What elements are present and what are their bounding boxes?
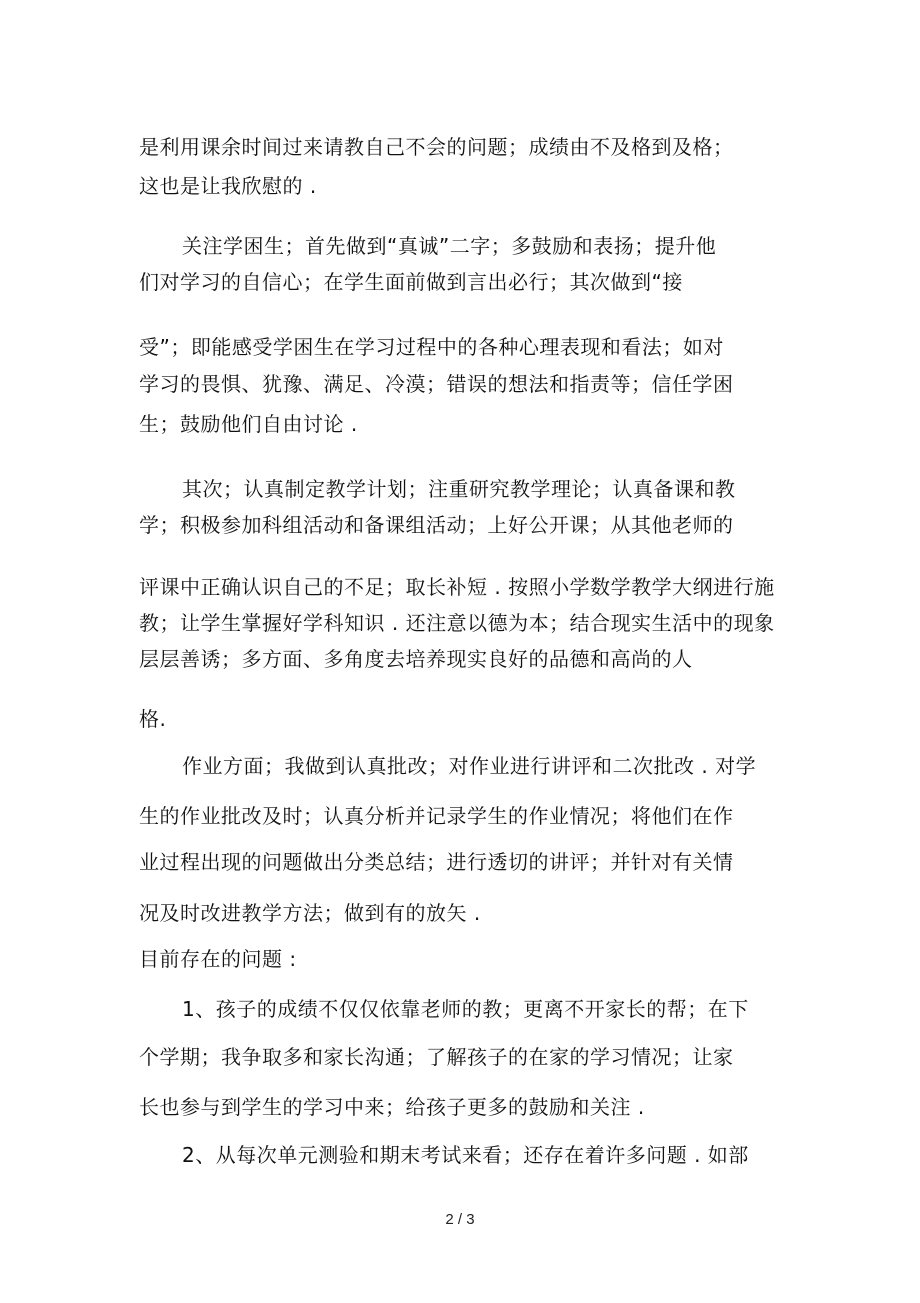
text-line: 教；让学生掌握好学科知识 . 还注意以德为本；结合现实生活中的现象 xyxy=(139,611,775,635)
text-line: 个学期；我争取多和家长沟通；了解孩子的在家的学习情况；让家 xyxy=(139,1045,734,1069)
text-line: 生的作业批改及时；认真分析并记录学生的作业情况；将他们在作 xyxy=(139,804,734,828)
text-line: 学习的畏惧、犹豫、满足、冷漠；错误的想法和指责等；信任学困 xyxy=(139,372,734,396)
text-line: 受”；即能感受学困生在学习过程中的各种心理表现和看法；如对 xyxy=(139,335,724,359)
text-line: 其次；认真制定教学计划；注重研究教学理论；认真备课和教 xyxy=(182,477,736,501)
text-line: 生；鼓励他们自由讨论 . xyxy=(139,412,358,436)
list-item: 1、孩子的成绩不仅仅依靠老师的教；更离不开家长的帮；在下 xyxy=(182,997,749,1021)
text-line: 况及时改进教学方法；做到有的放矢 . xyxy=(139,901,481,925)
text-line: 关注学困生；首先做到“真诚”二字；多鼓励和表扬；提升他 xyxy=(182,234,717,258)
text-line: 们对学习的自信心；在学生面前做到言出必行；其次做到“接 xyxy=(139,270,683,294)
text-line: 作业方面；我做到认真批改；对作业进行讲评和二次批改 . 对学 xyxy=(182,754,757,778)
text-line: 学；积极参加科组活动和备课组活动；上好公开课；从其他老师的 xyxy=(139,513,734,537)
text-line: 这也是让我欣慰的 . xyxy=(139,174,317,198)
section-heading: 目前存在的问题 : xyxy=(139,947,297,971)
text-line: 业过程出现的问题做出分类总结；进行透切的讲评；并针对有关情 xyxy=(139,850,734,874)
page-number: 2 / 3 xyxy=(445,1211,475,1228)
list-item: 2、从每次单元测验和期末考试来看；还存在着许多问题 . 如部 xyxy=(182,1143,749,1167)
text-line: 是利用课余时间过来请教自己不会的问题；成绩由不及格到及格； xyxy=(139,135,734,159)
text-line: 格. xyxy=(139,707,167,731)
text-line: 长也参与到学生的学习中来；给孩子更多的鼓励和关注 . xyxy=(139,1095,645,1119)
text-line: 评课中正确认识自己的不足；取长补短 . 按照小学数学教学大纲进行施 xyxy=(139,575,775,599)
text-line: 层层善诱；多方面、多角度去培养现实良好的品德和高尚的人 xyxy=(139,647,693,671)
